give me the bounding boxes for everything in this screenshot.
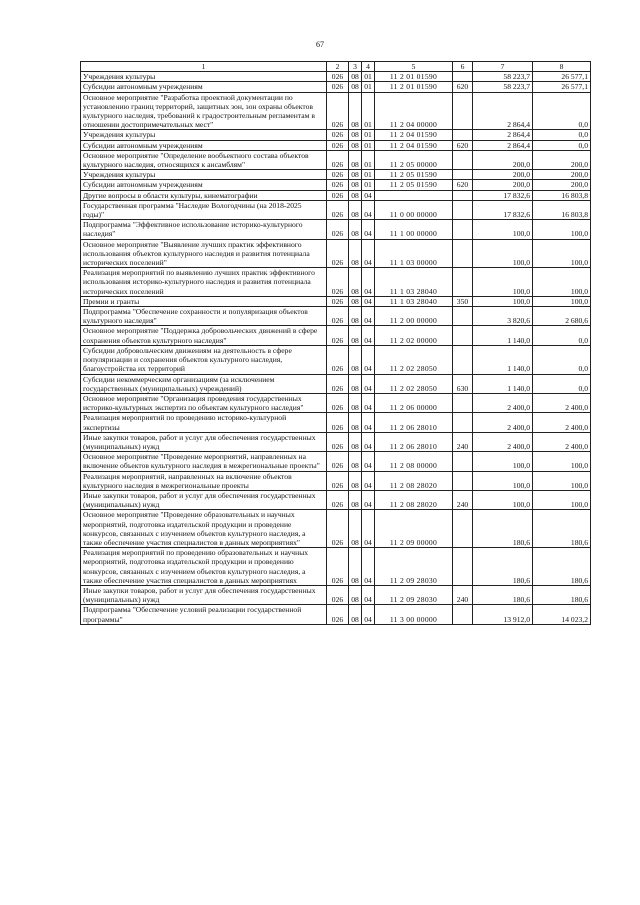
expense-type-code xyxy=(453,345,473,374)
section-code: 08 xyxy=(349,326,362,345)
subsection-code: 01 xyxy=(362,140,375,150)
item-name: Иные закупки товаров, работ и услуг для обеспечения государственных (муниципальных) нужд xyxy=(81,585,327,604)
amount-col7: 100,0 xyxy=(473,239,533,268)
item-name: Субсидии автономным учреждениям xyxy=(81,180,327,190)
amount-col8: 0,0 xyxy=(533,140,591,150)
subsection-code: 04 xyxy=(362,605,375,624)
item-name: Премии и гранты xyxy=(81,296,327,306)
amount-col8: 180,6 xyxy=(533,510,591,548)
amount-col8: 100,0 xyxy=(533,220,591,239)
subsection-code: 04 xyxy=(362,490,375,509)
item-name: Реализация мероприятий по проведению историко-культурной экспертизы xyxy=(81,413,327,432)
section-code: 08 xyxy=(349,180,362,190)
table-row xyxy=(81,140,591,150)
grbs-code: 026 xyxy=(327,393,349,412)
grbs-code: 026 xyxy=(327,170,349,180)
target-article-code: 11 2 06 00000 xyxy=(375,393,453,412)
expense-type-code: 630 xyxy=(453,374,473,393)
grbs-code: 026 xyxy=(327,92,349,130)
section-code: 08 xyxy=(349,92,362,130)
section-code: 08 xyxy=(349,510,362,548)
grbs-code: 026 xyxy=(327,548,349,586)
subsection-code: 04 xyxy=(362,307,375,326)
expense-type-code: 620 xyxy=(453,82,473,92)
subsection-code: 04 xyxy=(362,413,375,432)
expense-type-code xyxy=(453,239,473,268)
column-number-row xyxy=(81,62,591,72)
table-row xyxy=(81,239,591,268)
expense-type-code xyxy=(453,471,473,490)
amount-col7: 2 864,4 xyxy=(473,92,533,130)
target-article-code: 11 2 01 01590 xyxy=(375,72,453,82)
expense-type-code xyxy=(453,130,473,140)
amount-col7: 100,0 xyxy=(473,452,533,471)
target-article-code: 11 2 09 28030 xyxy=(375,548,453,586)
item-name: Основное мероприятие "Организация проведения государственных историко-культурных экспертиз по объектам культурного наследия" xyxy=(81,393,327,412)
target-article-code: 11 2 02 00000 xyxy=(375,326,453,345)
amount-col8: 200,0 xyxy=(533,150,591,169)
item-name: Субсидии некоммерческим организациям (за исключением государственных (муниципальных) учреждений) xyxy=(81,374,327,393)
expense-type-code xyxy=(453,150,473,169)
table-row xyxy=(81,548,591,586)
section-code: 08 xyxy=(349,170,362,180)
target-article-code: 11 3 00 00000 xyxy=(375,605,453,624)
section-code: 08 xyxy=(349,585,362,604)
grbs-code: 026 xyxy=(327,432,349,451)
section-code: 08 xyxy=(349,345,362,374)
section-code: 08 xyxy=(349,374,362,393)
amount-col7: 200,0 xyxy=(473,150,533,169)
amount-col7: 180,6 xyxy=(473,548,533,586)
subsection-code: 04 xyxy=(362,393,375,412)
subsection-code: 01 xyxy=(362,130,375,140)
expense-type-code xyxy=(453,200,473,219)
table-row xyxy=(81,72,591,82)
amount-col7: 58 223,7 xyxy=(473,82,533,92)
amount-col7: 13 912,0 xyxy=(473,605,533,624)
target-article-code: 11 0 00 00000 xyxy=(375,200,453,219)
amount-col8: 2 400,0 xyxy=(533,393,591,412)
grbs-code: 026 xyxy=(327,239,349,268)
grbs-code: 026 xyxy=(327,345,349,374)
item-name: Основное мероприятие "Проведение образовательных и научных мероприятий, подготовка издательской продукции и проведение конкурсов, связанных с изучением объектов культурного наследия, а также обеспечение участия специалистов в данных мероприятиях" xyxy=(81,510,327,548)
grbs-code: 026 xyxy=(327,72,349,82)
subsection-code: 04 xyxy=(362,471,375,490)
page-number: 67 xyxy=(316,40,324,49)
amount-col8: 0,0 xyxy=(533,130,591,140)
table-row xyxy=(81,490,591,509)
table-row xyxy=(81,220,591,239)
table-row xyxy=(81,374,591,393)
section-code: 08 xyxy=(349,490,362,509)
expense-type-code xyxy=(453,72,473,82)
item-name: Учреждения культуры xyxy=(81,72,327,82)
target-article-code: 11 2 06 28010 xyxy=(375,432,453,451)
section-code: 08 xyxy=(349,140,362,150)
subsection-code: 04 xyxy=(362,200,375,219)
amount-col8: 2 680,6 xyxy=(533,307,591,326)
table-row xyxy=(81,471,591,490)
table-row xyxy=(81,296,591,306)
table-row xyxy=(81,307,591,326)
amount-col7: 1 140,0 xyxy=(473,374,533,393)
grbs-code: 026 xyxy=(327,268,349,297)
amount-col8: 2 400,0 xyxy=(533,413,591,432)
grbs-code: 026 xyxy=(327,605,349,624)
expense-type-code: 240 xyxy=(453,585,473,604)
section-code: 08 xyxy=(349,605,362,624)
target-article-code: 11 2 01 01590 xyxy=(375,82,453,92)
amount-col7: 100,0 xyxy=(473,220,533,239)
amount-col7: 17 832,6 xyxy=(473,200,533,219)
column-header: 3 xyxy=(349,62,362,72)
item-name: Основное мероприятие "Поддержка добровольческих движений в сфере сохранения объектов культурного наследия" xyxy=(81,326,327,345)
amount-col7: 2 864,4 xyxy=(473,130,533,140)
target-article-code: 11 2 05 00000 xyxy=(375,150,453,169)
table-row xyxy=(81,326,591,345)
expense-type-code: 350 xyxy=(453,296,473,306)
amount-col8: 0,0 xyxy=(533,326,591,345)
amount-col8: 200,0 xyxy=(533,180,591,190)
table-row xyxy=(81,393,591,412)
expense-type-code xyxy=(453,220,473,239)
table-row xyxy=(81,510,591,548)
item-name: Основное мероприятие "Разработка проектной документации по установлению границ территорий, защитных зон, зон охраны объектов культурного наследия, требований к градостроительным регламентам в отношении достопримечательных мест" xyxy=(81,92,327,130)
amount-col8: 100,0 xyxy=(533,239,591,268)
section-code: 08 xyxy=(349,432,362,451)
amount-col7: 2 400,0 xyxy=(473,393,533,412)
item-name: Основное мероприятие "Определение вообъектного состава объектов культурного наследия, относящихся к ансамблям" xyxy=(81,150,327,169)
amount-col7: 17 832,6 xyxy=(473,190,533,200)
item-name: Государственная программа "Наследие Вологодчины (на 2018-2025 годы)" xyxy=(81,200,327,219)
subsection-code: 04 xyxy=(362,510,375,548)
subsection-code: 04 xyxy=(362,268,375,297)
expense-type-code xyxy=(453,452,473,471)
amount-col7: 100,0 xyxy=(473,268,533,297)
section-code: 08 xyxy=(349,82,362,92)
table-row xyxy=(81,170,591,180)
table-row xyxy=(81,605,591,624)
target-article-code: 11 1 03 00000 xyxy=(375,239,453,268)
section-code: 08 xyxy=(349,220,362,239)
section-code: 08 xyxy=(349,239,362,268)
item-name: Учреждения культуры xyxy=(81,170,327,180)
amount-col7: 1 140,0 xyxy=(473,345,533,374)
column-header: 1 xyxy=(81,62,327,72)
table-row xyxy=(81,413,591,432)
amount-col8: 180,6 xyxy=(533,585,591,604)
amount-col8: 100,0 xyxy=(533,490,591,509)
item-name: Реализация мероприятий по выявлению лучших практик эффективного использования историко-культурного наследия и развития потенциала исторических поселений xyxy=(81,268,327,297)
table-row xyxy=(81,268,591,297)
subsection-code: 04 xyxy=(362,548,375,586)
grbs-code: 026 xyxy=(327,307,349,326)
expense-type-code xyxy=(453,170,473,180)
subsection-code: 04 xyxy=(362,432,375,451)
target-article-code: 11 2 05 01590 xyxy=(375,180,453,190)
section-code: 08 xyxy=(349,393,362,412)
column-header: 6 xyxy=(453,62,473,72)
target-article-code: 11 2 02 28050 xyxy=(375,374,453,393)
section-code: 08 xyxy=(349,190,362,200)
section-code: 08 xyxy=(349,307,362,326)
subsection-code: 01 xyxy=(362,180,375,190)
item-name: Иные закупки товаров, работ и услуг для обеспечения государственных (муниципальных) нужд xyxy=(81,432,327,451)
target-article-code: 11 2 04 01590 xyxy=(375,130,453,140)
amount-col7: 100,0 xyxy=(473,471,533,490)
subsection-code: 04 xyxy=(362,345,375,374)
grbs-code: 026 xyxy=(327,220,349,239)
section-code: 08 xyxy=(349,72,362,82)
subsection-code: 04 xyxy=(362,239,375,268)
subsection-code: 04 xyxy=(362,220,375,239)
item-name: Подпрограмма "Обеспечение условий реализации государственной программы" xyxy=(81,605,327,624)
subsection-code: 04 xyxy=(362,296,375,306)
target-article-code: 11 2 04 00000 xyxy=(375,92,453,130)
section-code: 08 xyxy=(349,200,362,219)
grbs-code: 026 xyxy=(327,374,349,393)
expense-type-code xyxy=(453,92,473,130)
item-name: Подпрограмма "Обеспечение сохранности и популяризация объектов культурного наследия" xyxy=(81,307,327,326)
grbs-code: 026 xyxy=(327,585,349,604)
expense-type-code xyxy=(453,413,473,432)
expense-type-code: 620 xyxy=(453,180,473,190)
table-row xyxy=(81,130,591,140)
expense-type-code xyxy=(453,548,473,586)
target-article-code: 11 1 03 28040 xyxy=(375,296,453,306)
amount-col7: 2 400,0 xyxy=(473,432,533,451)
grbs-code: 026 xyxy=(327,140,349,150)
table-row xyxy=(81,432,591,451)
target-article-code: 11 2 04 01590 xyxy=(375,140,453,150)
grbs-code: 026 xyxy=(327,180,349,190)
table-row xyxy=(81,585,591,604)
item-name: Субсидии добровольческим движениям на деятельность в сфере популяризации и сохранения объектов культурного наследия, благоустройства их территорий xyxy=(81,345,327,374)
target-article-code: 11 2 08 28020 xyxy=(375,490,453,509)
amount-col7: 2 864,4 xyxy=(473,140,533,150)
amount-col8: 26 577,1 xyxy=(533,82,591,92)
subsection-code: 01 xyxy=(362,72,375,82)
subsection-code: 01 xyxy=(362,82,375,92)
table-row xyxy=(81,200,591,219)
amount-col7: 3 820,6 xyxy=(473,307,533,326)
table-row xyxy=(81,92,591,130)
amount-col8: 100,0 xyxy=(533,471,591,490)
subsection-code: 04 xyxy=(362,585,375,604)
expense-type-code xyxy=(453,190,473,200)
grbs-code: 026 xyxy=(327,296,349,306)
grbs-code: 026 xyxy=(327,82,349,92)
subsection-code: 01 xyxy=(362,170,375,180)
grbs-code: 026 xyxy=(327,150,349,169)
subsection-code: 04 xyxy=(362,374,375,393)
grbs-code: 026 xyxy=(327,130,349,140)
column-header: 5 xyxy=(375,62,453,72)
expense-type-code: 620 xyxy=(453,140,473,150)
item-name: Субсидии автономным учреждениям xyxy=(81,140,327,150)
amount-col8: 2 400,0 xyxy=(533,432,591,451)
target-article-code: 11 2 09 00000 xyxy=(375,510,453,548)
amount-col7: 58 223,7 xyxy=(473,72,533,82)
grbs-code: 026 xyxy=(327,490,349,509)
section-code: 08 xyxy=(349,268,362,297)
grbs-code: 026 xyxy=(327,326,349,345)
target-article-code: 11 1 00 00000 xyxy=(375,220,453,239)
target-article-code xyxy=(375,190,453,200)
target-article-code: 11 2 00 00000 xyxy=(375,307,453,326)
amount-col8: 26 577,1 xyxy=(533,72,591,82)
item-name: Другие вопросы в области культуры, кинематографии xyxy=(81,190,327,200)
amount-col7: 100,0 xyxy=(473,490,533,509)
amount-col7: 200,0 xyxy=(473,170,533,180)
amount-col7: 1 140,0 xyxy=(473,326,533,345)
grbs-code: 026 xyxy=(327,200,349,219)
section-code: 08 xyxy=(349,471,362,490)
table-row xyxy=(81,345,591,374)
amount-col7: 100,0 xyxy=(473,296,533,306)
table-row xyxy=(81,180,591,190)
subsection-code: 04 xyxy=(362,452,375,471)
expense-type-code xyxy=(453,307,473,326)
section-code: 08 xyxy=(349,452,362,471)
table-body xyxy=(81,72,591,625)
amount-col8: 200,0 xyxy=(533,170,591,180)
table-row xyxy=(81,82,591,92)
item-name: Реализация мероприятий по проведению образовательных и научных мероприятий, подготовка издательской продукции и проведению конкурсов, связанных с изучением объектов культурного наследия, а также обеспечение участия специалистов в данных мероприятиях xyxy=(81,548,327,586)
column-header: 2 xyxy=(327,62,349,72)
amount-col8: 180,6 xyxy=(533,548,591,586)
item-name: Основное мероприятие "Выявление лучших практик эффективного использования объектов культурного наследия и развития потенциала исторических поселений" xyxy=(81,239,327,268)
target-article-code: 11 2 02 28050 xyxy=(375,345,453,374)
amount-col7: 180,6 xyxy=(473,585,533,604)
subsection-code: 01 xyxy=(362,92,375,130)
item-name: Подпрограмма "Эффективное использование историко-культурного наследия" xyxy=(81,220,327,239)
amount-col8: 16 803,8 xyxy=(533,190,591,200)
section-code: 08 xyxy=(349,296,362,306)
expense-type-code xyxy=(453,326,473,345)
column-header: 8 xyxy=(533,62,591,72)
subsection-code: 04 xyxy=(362,190,375,200)
expense-type-code: 240 xyxy=(453,490,473,509)
amount-col7: 180,6 xyxy=(473,510,533,548)
expense-type-code xyxy=(453,393,473,412)
table-row xyxy=(81,452,591,471)
target-article-code: 11 2 09 28030 xyxy=(375,585,453,604)
item-name: Иные закупки товаров, работ и услуг для обеспечения государственных (муниципальных) нужд xyxy=(81,490,327,509)
amount-col8: 16 803,8 xyxy=(533,200,591,219)
column-header: 4 xyxy=(362,62,375,72)
item-name: Реализация мероприятий, направленных на включение объектов культурного наследия в межрегиональные проекты xyxy=(81,471,327,490)
amount-col8: 0,0 xyxy=(533,92,591,130)
column-header: 7 xyxy=(473,62,533,72)
target-article-code: 11 1 03 28040 xyxy=(375,268,453,297)
grbs-code: 026 xyxy=(327,471,349,490)
item-name: Учреждения культуры xyxy=(81,130,327,140)
amount-col8: 100,0 xyxy=(533,296,591,306)
budget-table xyxy=(80,61,591,625)
amount-col8: 14 023,2 xyxy=(533,605,591,624)
section-code: 08 xyxy=(349,548,362,586)
amount-col7: 2 400,0 xyxy=(473,413,533,432)
item-name: Основное мероприятие "Проведение мероприятий, направленных на включение объектов культурного наследия в межрегиональные проекты" xyxy=(81,452,327,471)
grbs-code: 026 xyxy=(327,510,349,548)
section-code: 08 xyxy=(349,150,362,169)
expense-type-code xyxy=(453,268,473,297)
amount-col8: 0,0 xyxy=(533,345,591,374)
item-name: Субсидии автономным учреждениям xyxy=(81,82,327,92)
subsection-code: 04 xyxy=(362,326,375,345)
grbs-code: 026 xyxy=(327,190,349,200)
amount-col7: 200,0 xyxy=(473,180,533,190)
target-article-code: 11 2 05 01590 xyxy=(375,170,453,180)
grbs-code: 026 xyxy=(327,413,349,432)
target-article-code: 11 2 06 28010 xyxy=(375,413,453,432)
amount-col8: 0,0 xyxy=(533,374,591,393)
expense-type-code xyxy=(453,605,473,624)
grbs-code: 026 xyxy=(327,452,349,471)
section-code: 08 xyxy=(349,413,362,432)
subsection-code: 01 xyxy=(362,150,375,169)
table-row xyxy=(81,190,591,200)
amount-col8: 100,0 xyxy=(533,452,591,471)
amount-col8: 100,0 xyxy=(533,268,591,297)
section-code: 08 xyxy=(349,130,362,140)
expense-type-code: 240 xyxy=(453,432,473,451)
expense-type-code xyxy=(453,510,473,548)
target-article-code: 11 2 08 28020 xyxy=(375,471,453,490)
table-row xyxy=(81,150,591,169)
target-article-code: 11 2 08 00000 xyxy=(375,452,453,471)
